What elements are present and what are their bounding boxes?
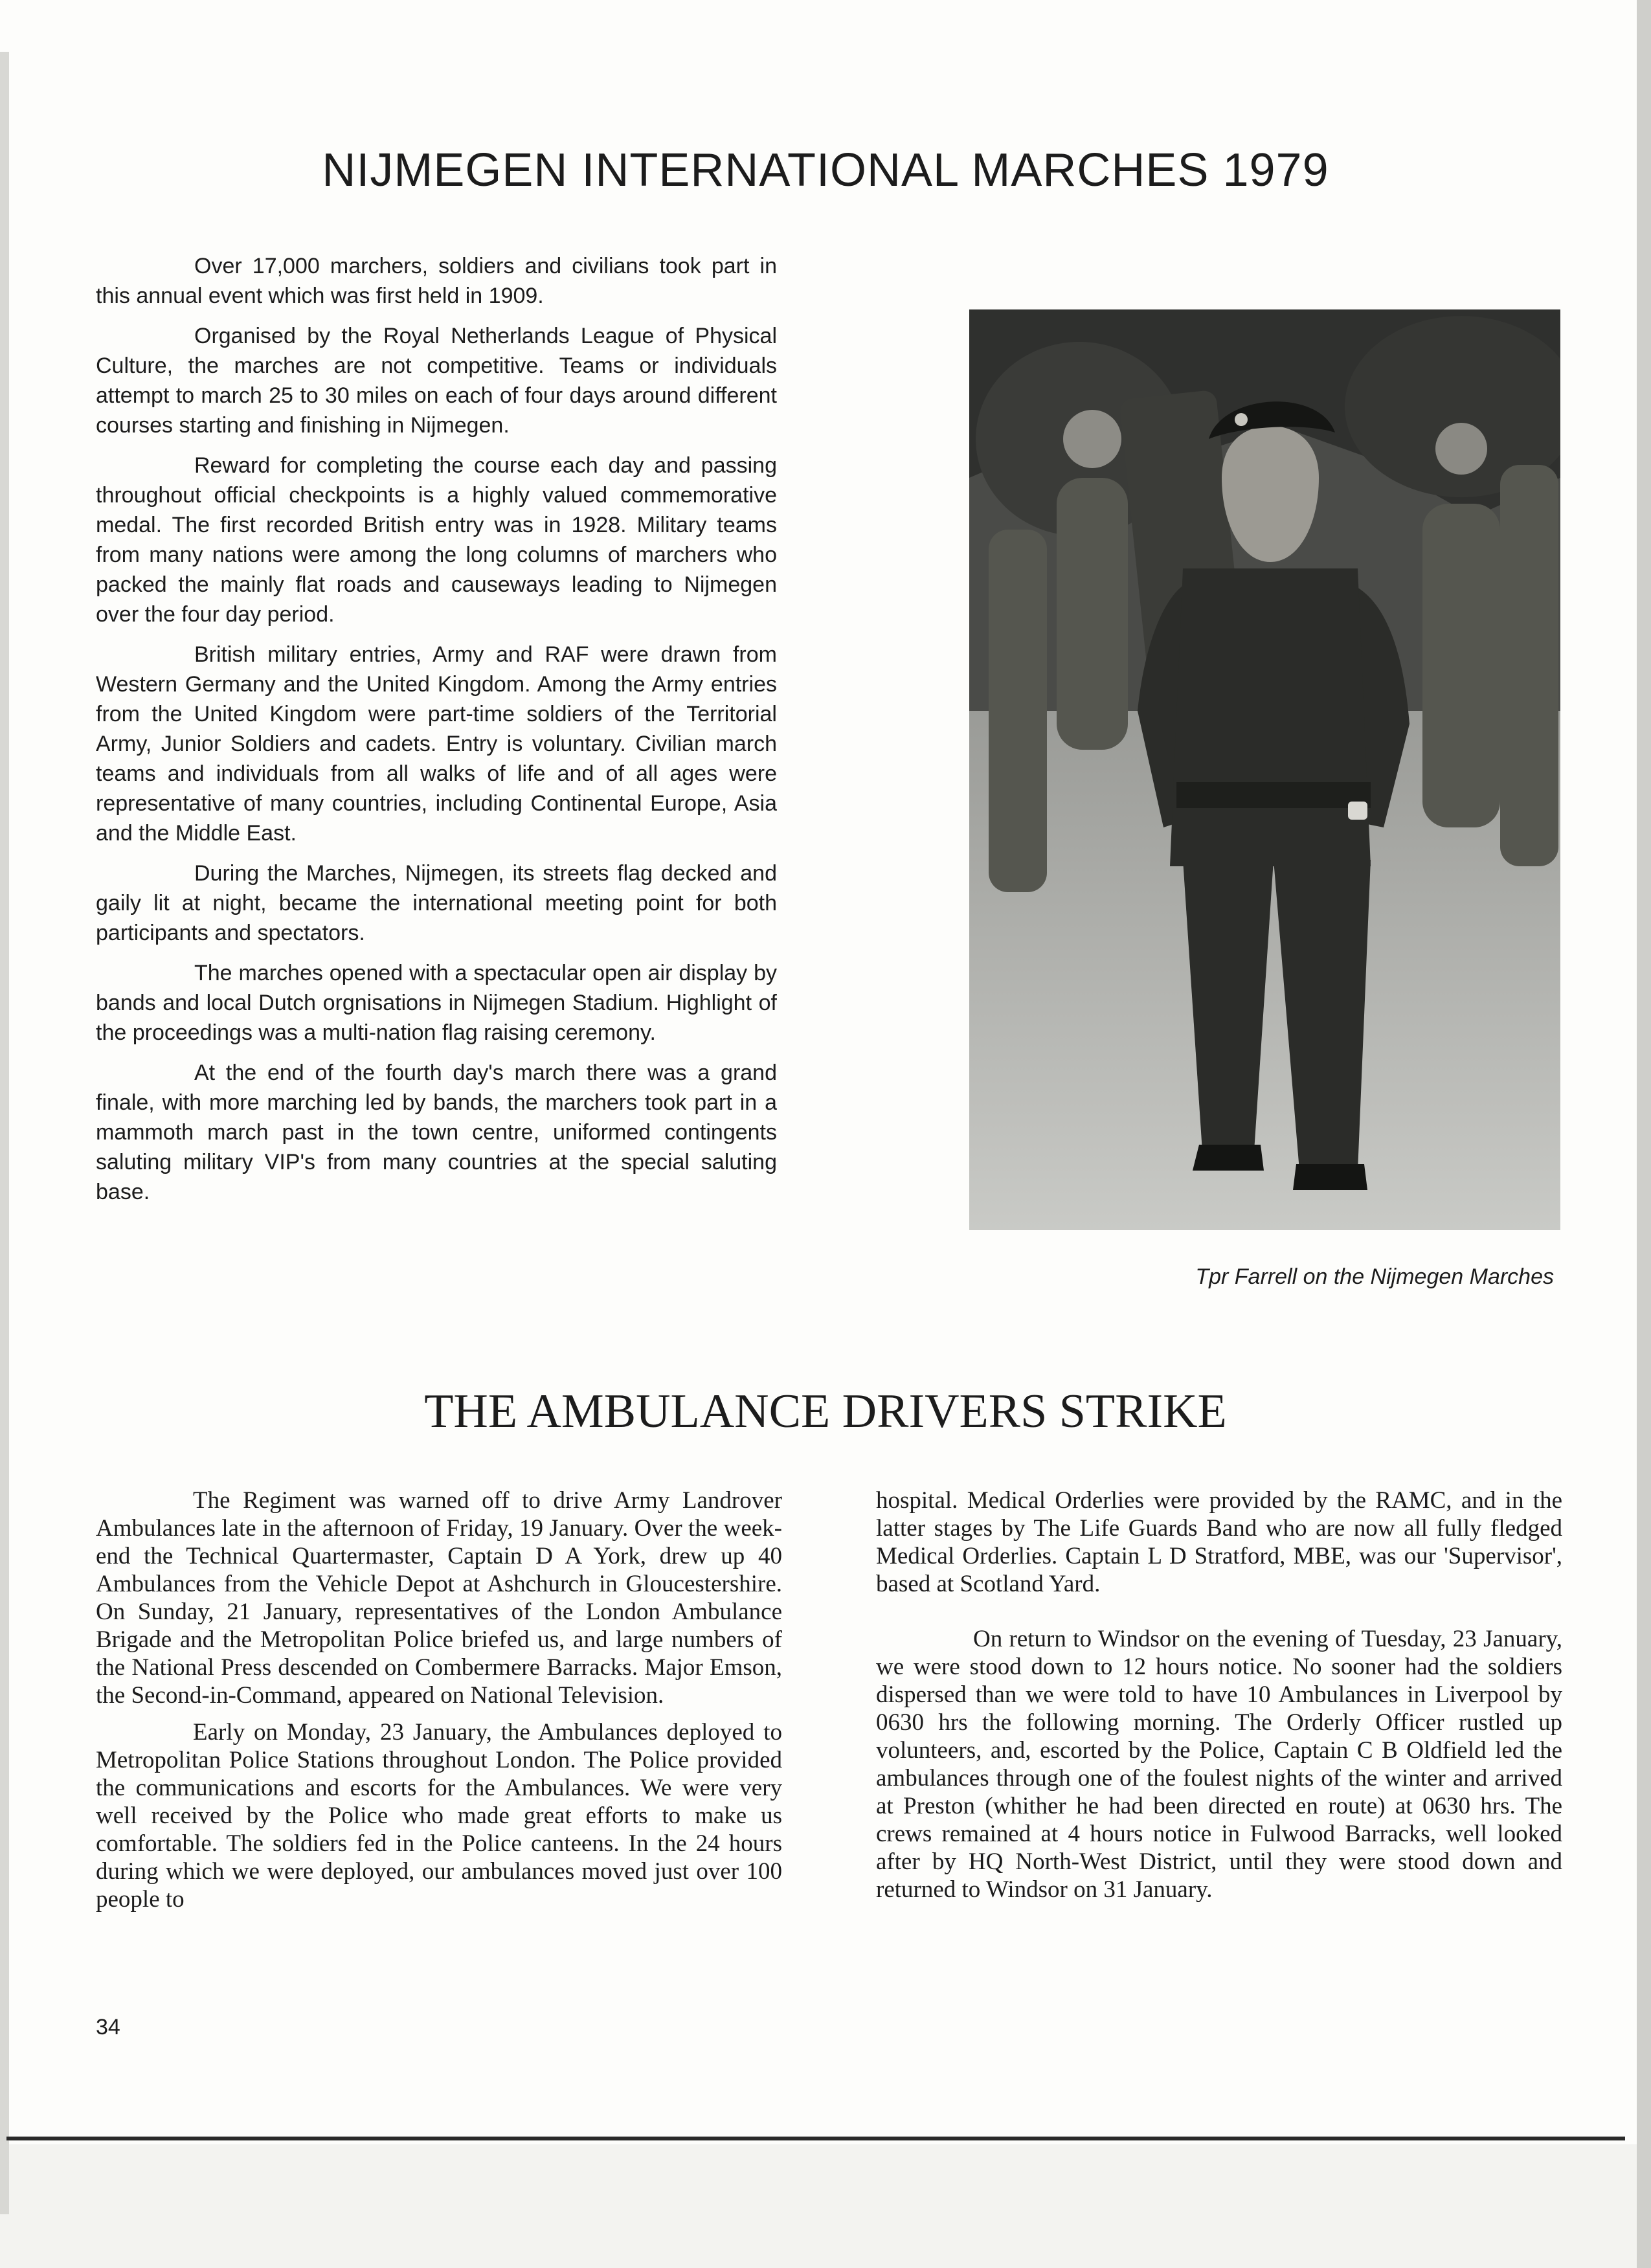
nijmegen-paragraph: During the Marches, Nijmegen, its streets flag decked and gaily lit at night, became the international meeting point for both participants and spectators. [96,861,777,945]
nijmegen-paragraph: Over 17,000 marchers, soldiers and civilians took part in this annual event which was first held in 1909. [96,254,777,308]
nijmegen-paragraph: British military entries, Army and RAF were drawn from Western Germany and the United Kingdom. Among the Army entries from the United Kingdom were part-time soldiers of the Territorial Army, Junior Soldiers and cadets. Entry is voluntary. Civilian march teams and individuals from all walks of life and of all ages were representative of many countries, including Continental Europe, Asia and the Middle East. [96,642,777,846]
ambulance-paragraph: The Regiment was warned off to drive Army Landrover Ambulances late in the afternoon of Friday, 19 January. Over the week-end the Technical Quartermaster, Captain D A York, drew up 40 Ambulances from the Vehicle Depot at Ashchurch in Gloucestershire. On Sunday, 21 January, representatives of the London Ambulance Brigade and the Metropolitan Police briefed us, and large numbers of the National Press descended on Combermere Barracks. Major Emson, the Second-in-Command, appeared on National Television. [96,1487,782,1709]
bottom-rule [6,2137,1625,2140]
ambulance-article-right-column [876,1487,1562,1913]
ambulance-paragraph: hospital. Medical Orderlies were provided by the RAMC, and in the latter stages by The Life Guards Band who are now all fully fledged Medical Orderlies. Captain L D Stratford, MBE, was our 'Supervisor', based at Scotland Yard. [876,1487,1562,1597]
photo-caption: Tpr Farrell on the Nijmegen Marches [1195,1264,1554,1289]
nijmegen-paragraph: Reward for completing the course each day and passing throughout official checkpoints is a highly valued commemorative medal. The first recorded British entry was in 1928. Military teams from many nations were among the long columns of marchers who packed the mainly flat roads and causeways leading to Nijmegen over the four day period. [96,453,777,627]
marcher-photo [969,309,1560,1230]
article-title-nijmegen: NIJMEGEN INTERNATIONAL MARCHES 1979 [322,144,1329,196]
ambulance-paragraph: On return to Windsor on the evening of Tuesday, 23 January, we were stood down to 12 hours notice. No sooner had the soldiers dispersed than we were told to have 10 Ambulances in Liverpool by 0630 hrs the following morning. The Orderly Officer rustled up volunteers, and, escorted by the Police, Captain C B Oldfield led the ambulances through one of the foulest nights of the winter and arrived at Preston (whither he had been directed en route) at 0630 hrs. The crews remained at 4 hours notice in Fulwood Barracks, well looked after by HQ North-West District, until they were stood down and returned to Windsor on 31 January. [876,1626,1562,1903]
nijmegen-paragraph: The marches opened with a spectacular open air display by bands and local Dutch orgnisations in Nijmegen Stadium. Highlight of the proceedings was a multi-nation flag raising ceremony. [96,961,777,1045]
page-bottom-margin [0,2144,1651,2268]
marcher-photo-illustration [969,309,1560,1230]
article-title-ambulance-strike: THE AMBULANCE DRIVERS STRIKE [424,1385,1227,1438]
nijmegen-article-body [96,251,777,1217]
scan-edge-right [1637,0,1651,2268]
nijmegen-paragraph: At the end of the fourth day's march there was a grand finale, with more marching led by bands, the marchers took part in a mammoth march past in the town centre, uniformed contingents saluting military VIP's from many countries at the special saluting base. [96,1061,777,1204]
ambulance-article-left-column [96,1487,782,1922]
page-number: 34 [96,2015,120,2039]
nijmegen-paragraph: Organised by the Royal Netherlands League of Physical Culture, the marches are not competitive. Teams or individuals attempt to march 25 to 30 miles on each of four days around different courses starting and finishing in Nijmegen. [96,324,777,438]
ambulance-paragraph: Early on Monday, 23 January, the Ambulances deployed to Metropolitan Police Stations throughout London. The Police provided the communications and escorts for the Ambulances. We were very well received by the Police who made great efforts to make us comfortable. The soldiers fed in the Police canteens. In the 24 hours during which we were deployed, our ambulances moved just over 100 people to [96,1719,782,1913]
scan-edge-left [0,52,9,2214]
